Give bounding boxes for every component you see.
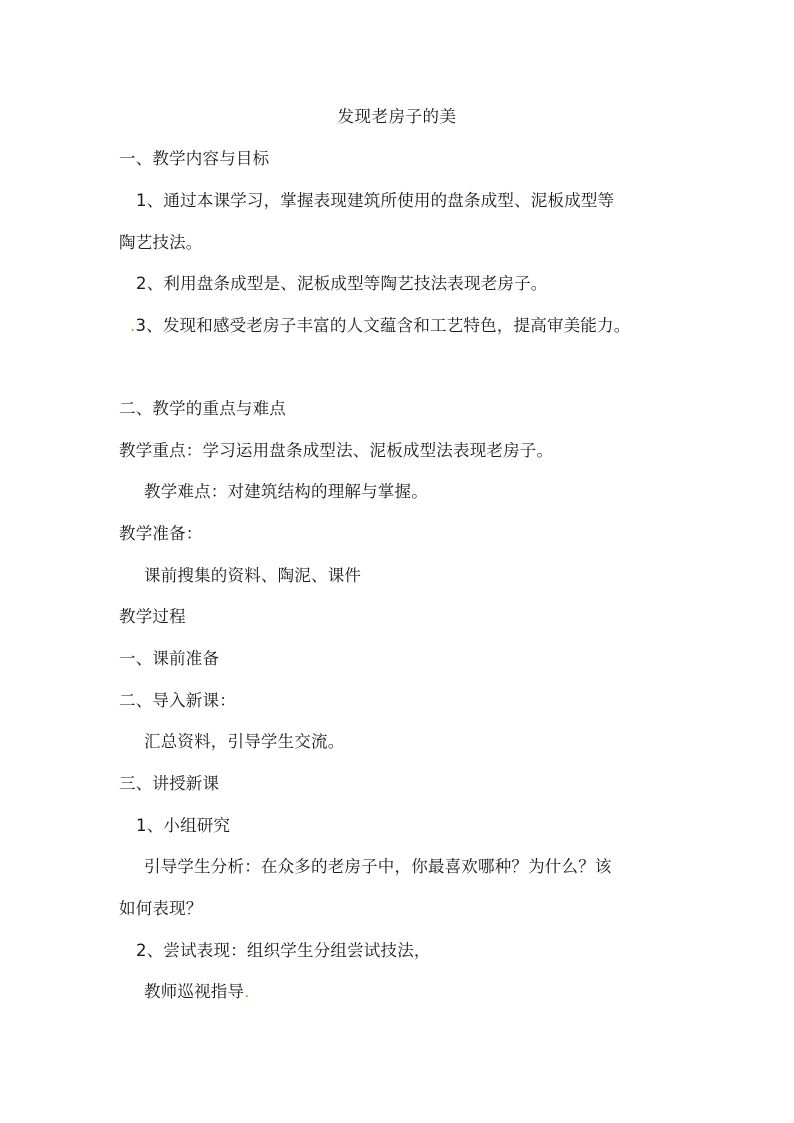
objective-3-text: 3、发现和感受老房子丰富的人文蕴含和工艺特色，提高审美能力。 <box>135 316 631 335</box>
process-step1: 一、课前准备 <box>119 649 220 668</box>
process-step2: 二、导入新课： <box>119 691 236 710</box>
process-step3-sub1-line1: 引导学生分析：在众多的老房子中，你最喜欢哪种？为什么？该 <box>144 857 612 876</box>
preparation-heading: 教学准备： <box>119 524 203 543</box>
process-step3-sub1: 1、小组研究 <box>136 816 231 835</box>
process-step3-sub2-text: 教师巡视指导 <box>144 982 245 1001</box>
process-step2-content: 汇总资料，引导学生交流。 <box>144 732 345 751</box>
objective-1-line2: 陶艺技法。 <box>119 233 203 252</box>
objective-3-mark: . <box>130 316 136 335</box>
process-step3-sub2-mark: . <box>244 982 250 1001</box>
process-step3: 三、讲授新课 <box>119 774 220 793</box>
section1-heading: 一、教学内容与目标 <box>119 149 270 168</box>
objective-1-line1: 1、通过本课学习，掌握表现建筑所使用的盘条成型、泥板成型等 <box>136 191 615 210</box>
key-point: 教学重点：学习运用盘条成型法、泥板成型法表现老房子。 <box>119 441 554 460</box>
preparation-content: 课前搜集的资料、陶泥、课件 <box>144 566 362 585</box>
section2-heading: 二、教学的重点与难点 <box>119 399 286 418</box>
objective-3 <box>130 315 630 337</box>
objective-2: 2、利用盘条成型是、泥板成型等陶艺技法表现老房子。 <box>136 274 548 293</box>
process-heading: 教学过程 <box>119 607 186 626</box>
process-step3-sub1-line2: 如何表现？ <box>119 899 203 918</box>
difficulty: 教学难点：对建筑结构的理解与掌握。 <box>144 482 428 501</box>
process-step3-sub2-line1: 2、尝试表现：组织学生分组尝试技法， <box>136 941 431 960</box>
process-step3-sub2-line2 <box>144 981 250 1003</box>
document-title: 发现老房子的美 <box>337 107 457 126</box>
